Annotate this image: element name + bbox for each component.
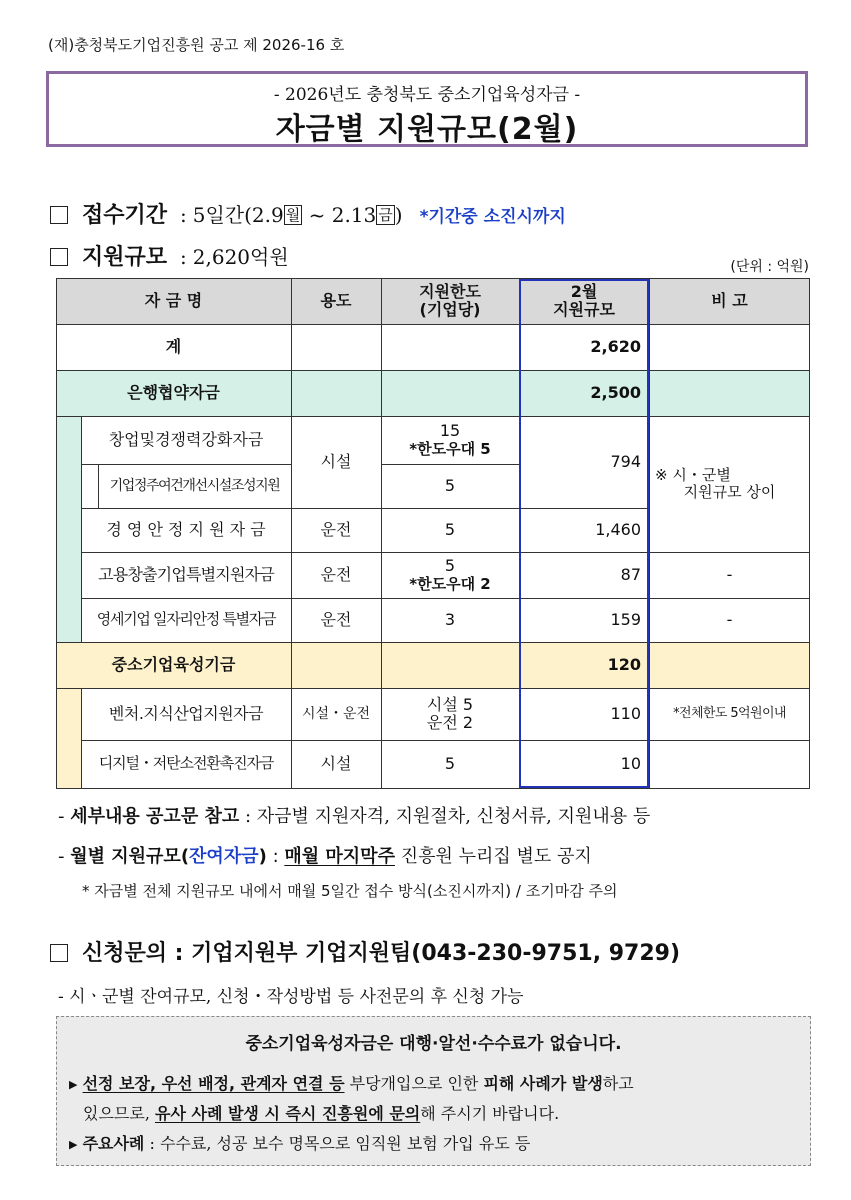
- reception-section: [50, 198, 566, 229]
- caution-line2-emphasis: 유사 사례 발생 시 즉시 진흥원에 문의: [155, 1104, 421, 1123]
- monthly-text: 진흥원 누리집 별도 공지: [394, 846, 592, 867]
- employment-fund-name: 고용창출기업특별지원자금: [98, 564, 274, 584]
- reception-value-mid: ~ 2.13: [302, 203, 377, 227]
- region-remark: [649, 416, 810, 552]
- management-fund-limit: 5: [444, 519, 456, 539]
- monthly-note: [58, 842, 592, 868]
- dash-bullet: -: [58, 806, 71, 827]
- total-amount: 2,620: [590, 336, 641, 356]
- sub-note: * 자금별 전체 지원규모 내에서 매월 5일간 접수 방식(소진시까지) / 조기마감 주의: [82, 882, 618, 900]
- inquiry-heading: 신청문의 : 기업지원부 기업지원팀(043-230-9751, 9729): [82, 941, 680, 966]
- triangle-bullet-icon: ▶: [69, 1078, 78, 1091]
- notice-number: (재)충청북도기업진흥원 공고 제 2026-16 호: [48, 36, 345, 54]
- smallbiz-fund-name: 영세기업 일자리안정 특별자금: [96, 610, 276, 629]
- caution-line3-text: : 수수료, 성공 보수 명목으로 임직원 보험 가입 유도 등: [144, 1134, 531, 1153]
- reception-note: *기간중 소진시까지: [419, 207, 566, 227]
- scale-sep: :: [180, 245, 187, 269]
- inquiry-section: [50, 936, 680, 967]
- caution-line1-bold: 피해 사례가 발생: [483, 1074, 603, 1093]
- monthly-label-b: 잔여자금: [189, 846, 259, 867]
- unit-note: (단위 : 억원): [730, 259, 809, 275]
- detail-note-text: : 자금별 지원자격, 지원절차, 신청서류, 지원내용 등: [239, 806, 651, 827]
- bank-fund-label: 은행협약자금: [127, 382, 220, 402]
- employment-fund-limit: [381, 552, 519, 598]
- day-monday-badge: 월: [285, 206, 301, 224]
- startup-limit-value: 15: [439, 421, 461, 441]
- smallbiz-fund-usage: 운전: [320, 609, 352, 629]
- monthly-label-a: 월별 지원규모(: [70, 846, 190, 867]
- caution-line2-start: 있으므로,: [83, 1104, 155, 1123]
- venture-limit-line2: 운전 2: [426, 713, 474, 732]
- bank-fund-amount: 2,500: [590, 382, 641, 402]
- bank-group-indent: [56, 416, 81, 642]
- region-remark-line1: ※ 시・군별: [655, 465, 731, 484]
- checkbox-square-icon: [50, 206, 68, 224]
- smallbiz-fund-remark: -: [726, 609, 733, 629]
- reception-label: 접수기간: [82, 203, 168, 228]
- header-remarks: 비 고: [711, 290, 748, 310]
- facility-fund-name: 기업정주여건개선시설조성지원: [109, 477, 280, 494]
- table-rule: [56, 788, 810, 789]
- caution-line-3: [69, 1131, 530, 1154]
- employment-fund-remark: -: [726, 564, 733, 584]
- venture-fund-name: 벤처.지식산업지원자금: [108, 703, 264, 723]
- smallbiz-fund-amount: 159: [610, 609, 641, 629]
- startup-fund-name: 창업및경쟁력강화자금: [108, 429, 264, 449]
- header-fund-name: 자 금 명: [144, 290, 203, 310]
- caution-line3-label: 주요사례: [82, 1134, 145, 1153]
- header-limit-line2: (기업당): [419, 300, 481, 319]
- monthly-label-c: ): [258, 846, 267, 867]
- scale-label: 지원규모: [82, 245, 168, 270]
- venture-fund-amount: 110: [610, 703, 641, 723]
- dash-bullet: -: [58, 846, 71, 867]
- sme-fund-label: 중소기업육성기금: [111, 654, 236, 674]
- day-friday-badge: 금: [378, 206, 393, 224]
- employment-fund-usage: 운전: [320, 564, 352, 584]
- venture-fund-usage: 시설・운전: [301, 705, 371, 722]
- monthly-emphasis: 매월 마지막주: [284, 846, 395, 867]
- digital-fund-usage: 시설: [320, 753, 352, 773]
- header-feb-scale: [519, 278, 649, 324]
- management-fund-amount: 1,460: [595, 519, 641, 539]
- startup-group-amount: 794: [610, 451, 641, 471]
- scale-value: 2,620억원: [192, 245, 289, 269]
- caution-line2-end: 해 주시기 바랍니다.: [420, 1104, 560, 1123]
- detail-note-label: 세부내용 공고문 참고: [70, 806, 240, 827]
- detail-note: [58, 802, 650, 828]
- digital-fund-limit: 5: [444, 753, 456, 773]
- header-limit: [381, 278, 519, 324]
- page-title: 자금별 지원규모(2월): [275, 112, 579, 147]
- caution-line-2: [83, 1101, 559, 1124]
- inquiry-note: - 시ㆍ군별 잔여규모, 신청・작성방법 등 사전문의 후 신청 가능: [58, 987, 524, 1007]
- employment-limit-note: *한도우대 2: [409, 574, 491, 593]
- management-fund-usage: 운전: [320, 519, 352, 539]
- checkbox-square-icon: [50, 944, 68, 962]
- caution-line1-emphasis: 선정 보장, 우선 배정, 관계자 연결 등: [82, 1074, 345, 1093]
- header-feb-line1: 2월: [570, 281, 598, 301]
- venture-fund-remark: *전체한도 5억원이내: [673, 705, 786, 721]
- employment-limit-value: 5: [444, 556, 456, 576]
- caution-title: 중소기업육성자금은 대행·알선·수수료가 없습니다.: [245, 1034, 622, 1054]
- caution-line1-end: 하고: [602, 1074, 634, 1093]
- monthly-sep: :: [266, 846, 285, 867]
- venture-fund-limit: [381, 688, 519, 740]
- management-fund-name: 경 영 안 정 지 원 자 금: [106, 519, 266, 539]
- caution-line1-mid: 부당개입으로 인한: [344, 1074, 484, 1093]
- reception-value-suffix: ): [394, 203, 403, 227]
- title-box: [46, 71, 808, 147]
- venture-limit-line1: 시설 5: [426, 694, 474, 714]
- reception-sep: :: [180, 203, 187, 227]
- scale-section: [50, 240, 289, 271]
- triangle-bullet-icon: ▶: [69, 1138, 78, 1151]
- startup-group-usage: 시설: [320, 451, 352, 471]
- startup-fund-limit: [381, 416, 519, 464]
- sme-fund-amount: 120: [607, 654, 641, 674]
- digital-fund-name: 디지털・저탄소전환촉진자금: [98, 754, 274, 773]
- total-label: 계: [165, 336, 182, 356]
- header-usage: 용도: [320, 290, 352, 310]
- employment-fund-amount: 87: [620, 564, 641, 584]
- title-subtitle: - 2026년도 충청북도 중소기업육성자금 -: [273, 85, 581, 105]
- header-feb-line2: 지원규모: [553, 300, 615, 319]
- sme-group-indent: [56, 688, 81, 788]
- facility-fund-limit: 5: [444, 475, 456, 495]
- checkbox-square-icon: [50, 248, 68, 266]
- digital-fund-amount: 10: [620, 753, 641, 773]
- region-remark-line2: 지원규모 상이: [683, 483, 776, 501]
- startup-limit-note: *한도우대 5: [409, 439, 491, 458]
- reception-value-prefix: 5일간(2.9: [192, 203, 284, 227]
- header-limit-line1: 지원한도: [419, 281, 481, 301]
- caution-box: [56, 1016, 811, 1166]
- fund-table: [56, 278, 810, 790]
- smallbiz-fund-limit: 3: [444, 609, 456, 629]
- caution-line-1: [69, 1071, 634, 1094]
